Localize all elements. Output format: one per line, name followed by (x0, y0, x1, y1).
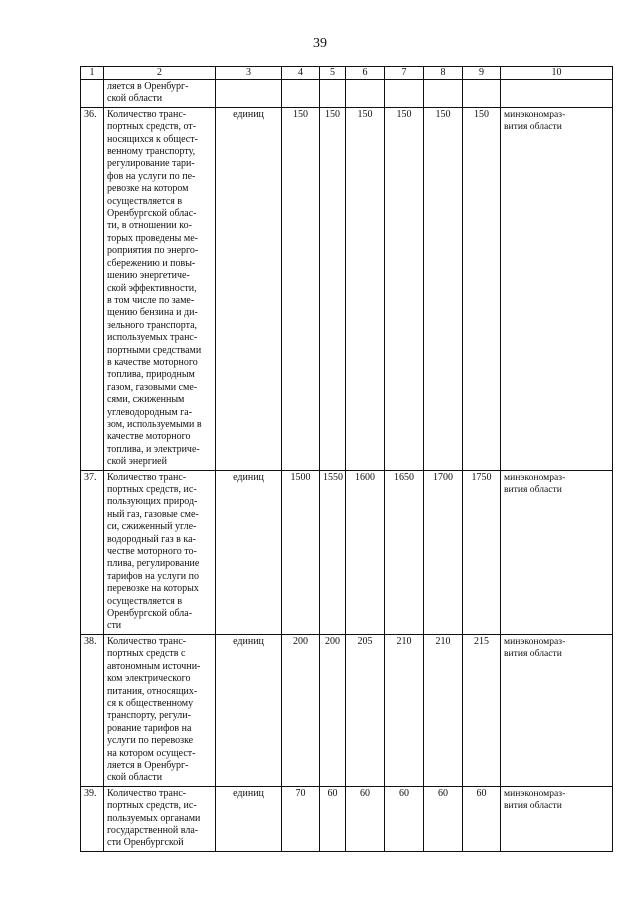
value-cell: 1700 (424, 470, 463, 634)
value-cell: 215 (463, 634, 501, 786)
responsible-body: минэкономраз- вития области (501, 786, 613, 851)
value-cell: 150 (320, 107, 346, 470)
row-number: 36. (81, 107, 104, 470)
value-cell: 1650 (385, 470, 424, 634)
col-header: 6 (346, 67, 385, 80)
row-number: 38. (81, 634, 104, 786)
value-cell: 210 (385, 634, 424, 786)
table-row (81, 634, 613, 786)
value-cell: 200 (320, 634, 346, 786)
col-header: 4 (282, 67, 320, 80)
col-header: 10 (501, 67, 613, 80)
value-cell: 70 (282, 786, 320, 851)
indicator-name: Количество транс- портных средств, от- носящихся к общест- венному транспорту, регулирование тари- фов на услуги по пе- ревозке на котором осуществляется в Оренбургской облас- ти, в отношении ко- торых проведены ме- роприятия по энерго- сбережению и повы- шению энергетиче- ской эффективности, в том числе по заме- щению бензина и ди- зельного транспорта, используемых транс- портными средствами в качестве моторного топлива, природным газом, газовыми сме- сями, сжиженным углеводородным га- зом, используемыми в качестве моторного топлива, и электриче- ской энергией (104, 107, 216, 470)
value-cell: 1750 (463, 470, 501, 634)
value-cell: 200 (282, 634, 320, 786)
table-row-continuation (81, 80, 613, 108)
value-cell: 205 (346, 634, 385, 786)
indicator-name: Количество транс- портных средств, ис- пользующих природ- ный газ, газовые сме- си, сжиженный угле- водородный газ в ка- честве моторного то- плива, регулирование тарифов на услуги по перевозке на которых осуществляется в Оренбургской обла- сти (104, 470, 216, 634)
indicator-name: Количество транс- портных средств с автономным источни- ком электрического питания, относящих- ся к общественному транспорту, регули- рование тарифов на услуги по перевозке на котором осущест- ляется в Оренбург- ской области (104, 634, 216, 786)
value-cell: 60 (320, 786, 346, 851)
col-header: 3 (216, 67, 282, 80)
indicator-name: ляется в Оренбург- ской области (104, 80, 216, 108)
value-cell: 150 (463, 107, 501, 470)
unit: единиц (216, 634, 282, 786)
value-cell: 60 (424, 786, 463, 851)
col-header: 9 (463, 67, 501, 80)
col-header: 7 (385, 67, 424, 80)
value-cell: 60 (463, 786, 501, 851)
value-cell: 1600 (346, 470, 385, 634)
value-cell: 60 (346, 786, 385, 851)
col-header: 5 (320, 67, 346, 80)
responsible-body: минэкономраз- вития области (501, 470, 613, 634)
column-number-row (81, 67, 613, 80)
page-number: 39 (313, 36, 327, 51)
value-cell: 1500 (282, 470, 320, 634)
indicators-table (80, 66, 613, 852)
value-cell: 150 (346, 107, 385, 470)
value-cell: 150 (424, 107, 463, 470)
unit: единиц (216, 107, 282, 470)
indicator-name: Количество транс- портных средств, ис- пользуемых органами государственной вла- сти Оренбургской (104, 786, 216, 851)
row-number: 37. (81, 470, 104, 634)
value-cell: 150 (385, 107, 424, 470)
responsible-body: минэкономраз- вития области (501, 107, 613, 470)
table-row (81, 107, 613, 470)
value-cell: 1550 (320, 470, 346, 634)
col-header: 8 (424, 67, 463, 80)
value-cell: 60 (385, 786, 424, 851)
table-row (81, 786, 613, 851)
row-number: 39. (81, 786, 104, 851)
responsible-body: минэкономраз- вития области (501, 634, 613, 786)
unit: единиц (216, 786, 282, 851)
col-header: 2 (104, 67, 216, 80)
unit: единиц (216, 470, 282, 634)
table-row (81, 470, 613, 634)
value-cell: 210 (424, 634, 463, 786)
value-cell: 150 (282, 107, 320, 470)
col-header: 1 (81, 67, 104, 80)
